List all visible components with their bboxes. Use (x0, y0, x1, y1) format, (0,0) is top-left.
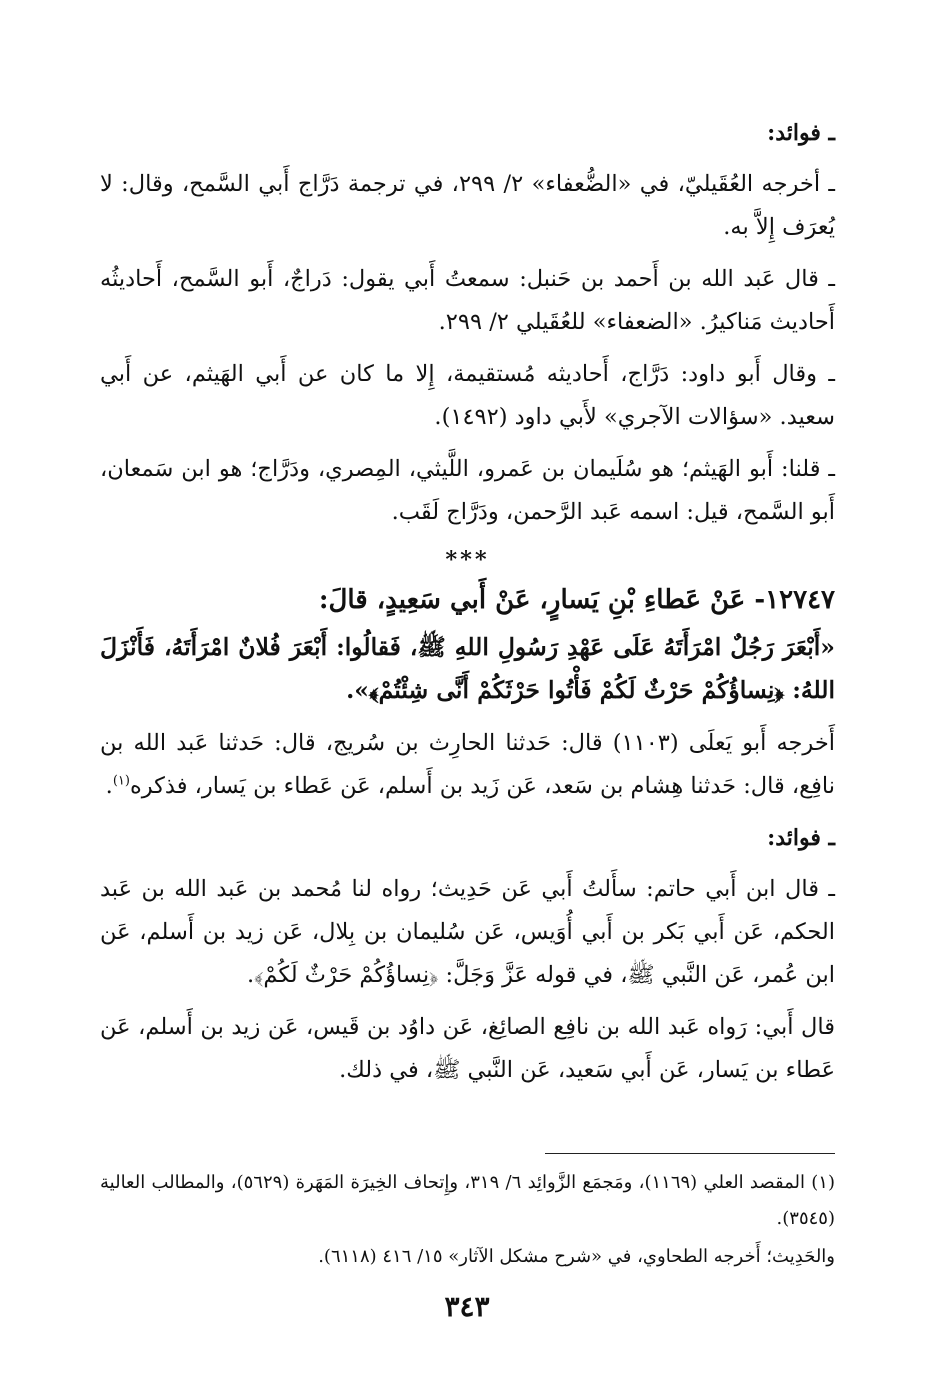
benefits-heading: ـ فوائد: (767, 120, 835, 146)
footnote-2: والحَدِيث؛ أَخرجه الطحاوي، في «شرح مشكل الآثار» ١٥/ ٤١٦ (٦١١٨). (318, 1246, 835, 1267)
paragraph-abi-said: قال أَبي: رَواه عَبد الله بن نافِع الصائِغ، عَن داوُد بن قَيس، عَن زيد بن أَسلم، عَن عَطاء بن يَسار، عَن أَبي سَعيد، عَن النَّبي ﷺ، في ذلك. (100, 1014, 835, 1083)
paragraph-ahmad: ـ قال عَبد الله بن أَحمد بن حَنبل: سمعتُ أَبي يقول: دَراجٌ، أَبو السَّمح، أَحاديثُه أَحاديث مَناكيرُ. «الضعفاء» للعُقَيلي ٢/ ٢٩٩. (100, 266, 835, 335)
section-separator: *** (445, 547, 490, 573)
paragraph-abu-dawud: ـ وقال أَبو داود: دَرَّاج، أَحاديثه مُستقيمة، إِلا ما كان عن أَبي الهَيثم، عن أَبي سعيد. «سؤالات الآجري» لأَبي داود (١٤٩٢). (100, 361, 835, 430)
abu-yala-end: . (105, 773, 113, 799)
page-body (100, 112, 835, 1101)
paragraph-uqayli: ـ أخرجه العُقَيليّ، في «الضُّعفاء» ٢/ ٢٩٩، في ترجمة دَرَّاج أَبي السَّمح، وقال: لا يُعرَف إِلاَّ به. (100, 171, 835, 240)
benefits-heading-2: ـ فوائد: (767, 825, 835, 851)
paragraph-editors-note: ـ قلنا: أَبو الهَيثم؛ هو سُلَيمان بن عَمرو، اللَّيثي، المِصري، ودَرَّاج؛ هو ابن سَمعان، أَبو السَّمح، قيل: اسمه عَبد الرَّحمن، ودَرَّاج لَقَب. (100, 456, 835, 525)
footnote-divider (545, 1153, 835, 1154)
hadith-text: «أَبْعَرَ رَجُلٌ امْرَأَتَهُ عَلَى عَهْدِ رَسُولِ اللهِ ﷺ، فَقالُوا: أَبْعَرَ فُلانٌ امْرَأَتَهُ، فَأَنْزَلَ اللهُ: ﴿نِساؤُكُمْ حَرْثٌ لَكُمْ فَأْتُوا حَرْثَكُمْ أَنَّى شِئْتُمْ﴾». (100, 633, 835, 704)
abu-yala-text: أَخرجه أَبو يَعلَى (١١٠٣) قال: حَدثنا الحارِث بن سُريج، قال: حَدثنا عَبد الله بن نافِع، قال: حَدثنا هِشام بن سَعد، عَن زَيد بن أَسلم، عَن عَطاء بن يَسار، فذكره (100, 730, 835, 799)
footnote-marker[interactable]: (١) (112, 773, 130, 789)
paragraph-ibn-abi-hatim: ـ قال ابن أَبي حاتم: سأَلتُ أَبي عَن حَدِيث؛ رواه لنا مُحمد بن عَبد الله بن عَبد الحكم، عَن أَبي بَكر بن أَبي أُوَيس، عَن سُليمان بن بِلال، عَن زيد بن أَسلم، عَن ابن عُمر، عَن النَّبي ﷺ، في قوله عَزَّ وَجَلَّ: ﴿نِساؤُكُمْ حَرْثٌ لَكُمْ﴾. (100, 876, 835, 988)
paragraph-abu-yala (100, 722, 835, 808)
footnote-1: (١) المقصد العلي (١١٦٩)، ومَجمَع الزَّوائِد ٦/ ٣١٩، وإِتحاف الخِيرَة المَهَرة (٥٦٢٩)، والمطالب العالية (٣٥٤٥). (100, 1172, 835, 1229)
footnotes (100, 1165, 835, 1277)
page-number: ٣٤٣ (444, 1290, 490, 1323)
hadith-heading: ١٢٧٤٧- عَنْ عَطاءِ بْنِ يَسارٍ، عَنْ أَبي سَعِيدٍ، قالَ: (318, 585, 835, 615)
